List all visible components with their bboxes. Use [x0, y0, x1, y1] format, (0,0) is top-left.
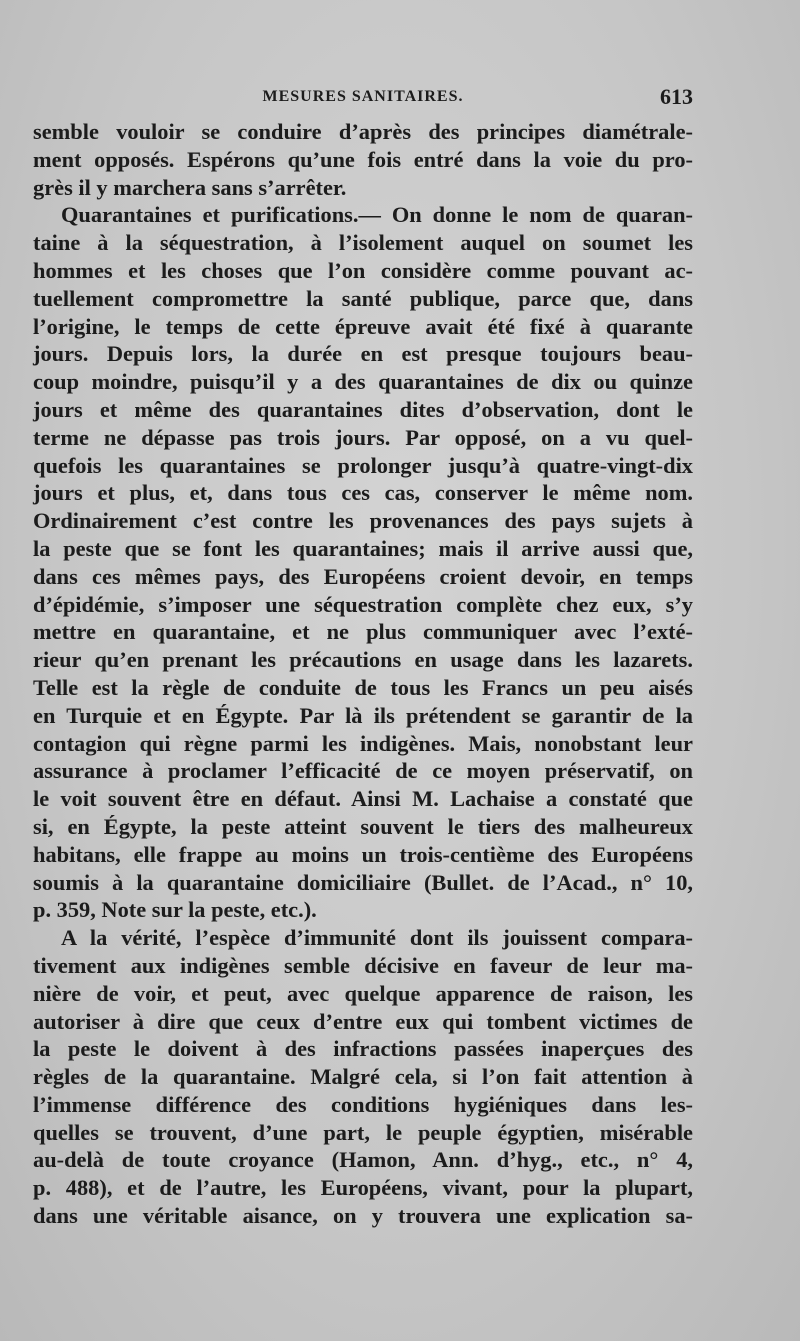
- text-line: jours et même des quarantaines dites d’observation, dont le: [33, 396, 693, 422]
- text-line: rieur qu’en prenant les précautions en usage dans les lazarets.: [33, 647, 693, 673]
- text-line: quelles se trouvent, d’une part, le peuple égyptien, misérable: [33, 1119, 693, 1145]
- text-line: taine à la séquestration, à l’isolement auquel on soumet les: [33, 230, 693, 256]
- text-line: habitans, elle frappe au moins un trois-centième des Européens: [33, 841, 693, 867]
- text-line: mettre en quarantaine, et ne plus communiquer avec l’exté-: [33, 619, 693, 645]
- text-line: hommes et les choses que l’on considère comme pouvant ac-: [33, 257, 693, 283]
- text-line: autoriser à dire que ceux d’entre eux qui tombent victimes de: [33, 1008, 693, 1034]
- text-line: en Turquie et en Égypte. Par là ils prétendent se garantir de la: [33, 702, 693, 728]
- text-line: coup moindre, puisqu’il y a des quarantaines de dix ou quinze: [33, 369, 693, 395]
- text-line: nière de voir, et peut, avec quelque apparence de raison, les: [33, 980, 693, 1006]
- text-line: Quarantaines et purifications.— On donne le nom de quaran-: [61, 202, 693, 228]
- text-line: Ordinairement c’est contre les provenances des pays sujets à: [33, 508, 693, 534]
- text-line: jours et plus, et, dans tous ces cas, conserver le même nom.: [33, 480, 693, 506]
- text-line: p. 488), et de l’autre, les Européens, vivant, pour la plupart,: [33, 1175, 693, 1201]
- text-line: contagion qui règne parmi les indigènes. Mais, nonobstant leur: [33, 730, 693, 756]
- body-text: [33, 118, 693, 1230]
- text-line: p. 359, Note sur la peste, etc.).: [33, 897, 317, 923]
- text-line: dans ces mêmes pays, des Européens croient devoir, en temps: [33, 563, 693, 589]
- text-line: tivement aux indigènes semble décisive en faveur de leur ma-: [33, 952, 693, 978]
- text-line: soumis à la quarantaine domiciliaire (Bullet. de l’Acad., n° 10,: [33, 869, 693, 895]
- text-line: la peste que se font les quarantaines; mais il arrive aussi que,: [33, 535, 693, 561]
- text-line: semble vouloir se conduire d’après des principes diamétrale-: [33, 119, 693, 144]
- text-line: l’immense différence des conditions hygiéniques dans les-: [33, 1091, 693, 1117]
- text-line: Telle est la règle de conduite de tous les Francs un peu aisés: [33, 674, 693, 700]
- text-line: terme ne dépasse pas trois jours. Par opposé, on a vu quel-: [33, 424, 693, 450]
- text-line: si, en Égypte, la peste atteint souvent le tiers des malheureux: [33, 813, 693, 839]
- text-line: jours. Depuis lors, la durée en est presque toujours beau-: [33, 341, 693, 367]
- text-line: ment opposés. Espérons qu’une fois entré dans la voie du pro-: [33, 146, 693, 172]
- page-number: 613: [660, 84, 693, 109]
- text-line: quefois les quarantaines se prolonger jusqu’à quatre-vingt-dix: [33, 452, 693, 478]
- text-line: le voit souvent être en défaut. Ainsi M. Lachaise a constaté que: [33, 786, 693, 812]
- page-header: [33, 84, 693, 114]
- text-line: l’origine, le temps de cette épreuve avait été fixé à quarante: [33, 313, 693, 339]
- text-line: d’épidémie, s’imposer une séquestration complète chez eux, s’y: [33, 591, 693, 617]
- text-line: règles de la quarantaine. Malgré cela, si l’on fait attention à: [33, 1064, 693, 1090]
- running-head: MESURES SANITAIRES.: [262, 88, 464, 105]
- text-line: la peste le doivent à des infractions passées inaperçues des: [33, 1036, 693, 1062]
- text-line: au-delà de toute croyance (Hamon, Ann. d’hyg., etc., n° 4,: [33, 1147, 693, 1173]
- text-line: tuellement compromettre la santé publique, parce que, dans: [33, 285, 693, 311]
- text-line: dans une véritable aisance, on y trouvera une explication sa-: [33, 1203, 693, 1229]
- text-line: assurance à proclamer l’efficacité de ce moyen préservatif, on: [33, 758, 693, 784]
- text-line: A la vérité, l’espèce d’immunité dont ils jouissent compara-: [61, 925, 693, 951]
- text-line: grès il y marchera sans s’arrêter.: [33, 174, 347, 200]
